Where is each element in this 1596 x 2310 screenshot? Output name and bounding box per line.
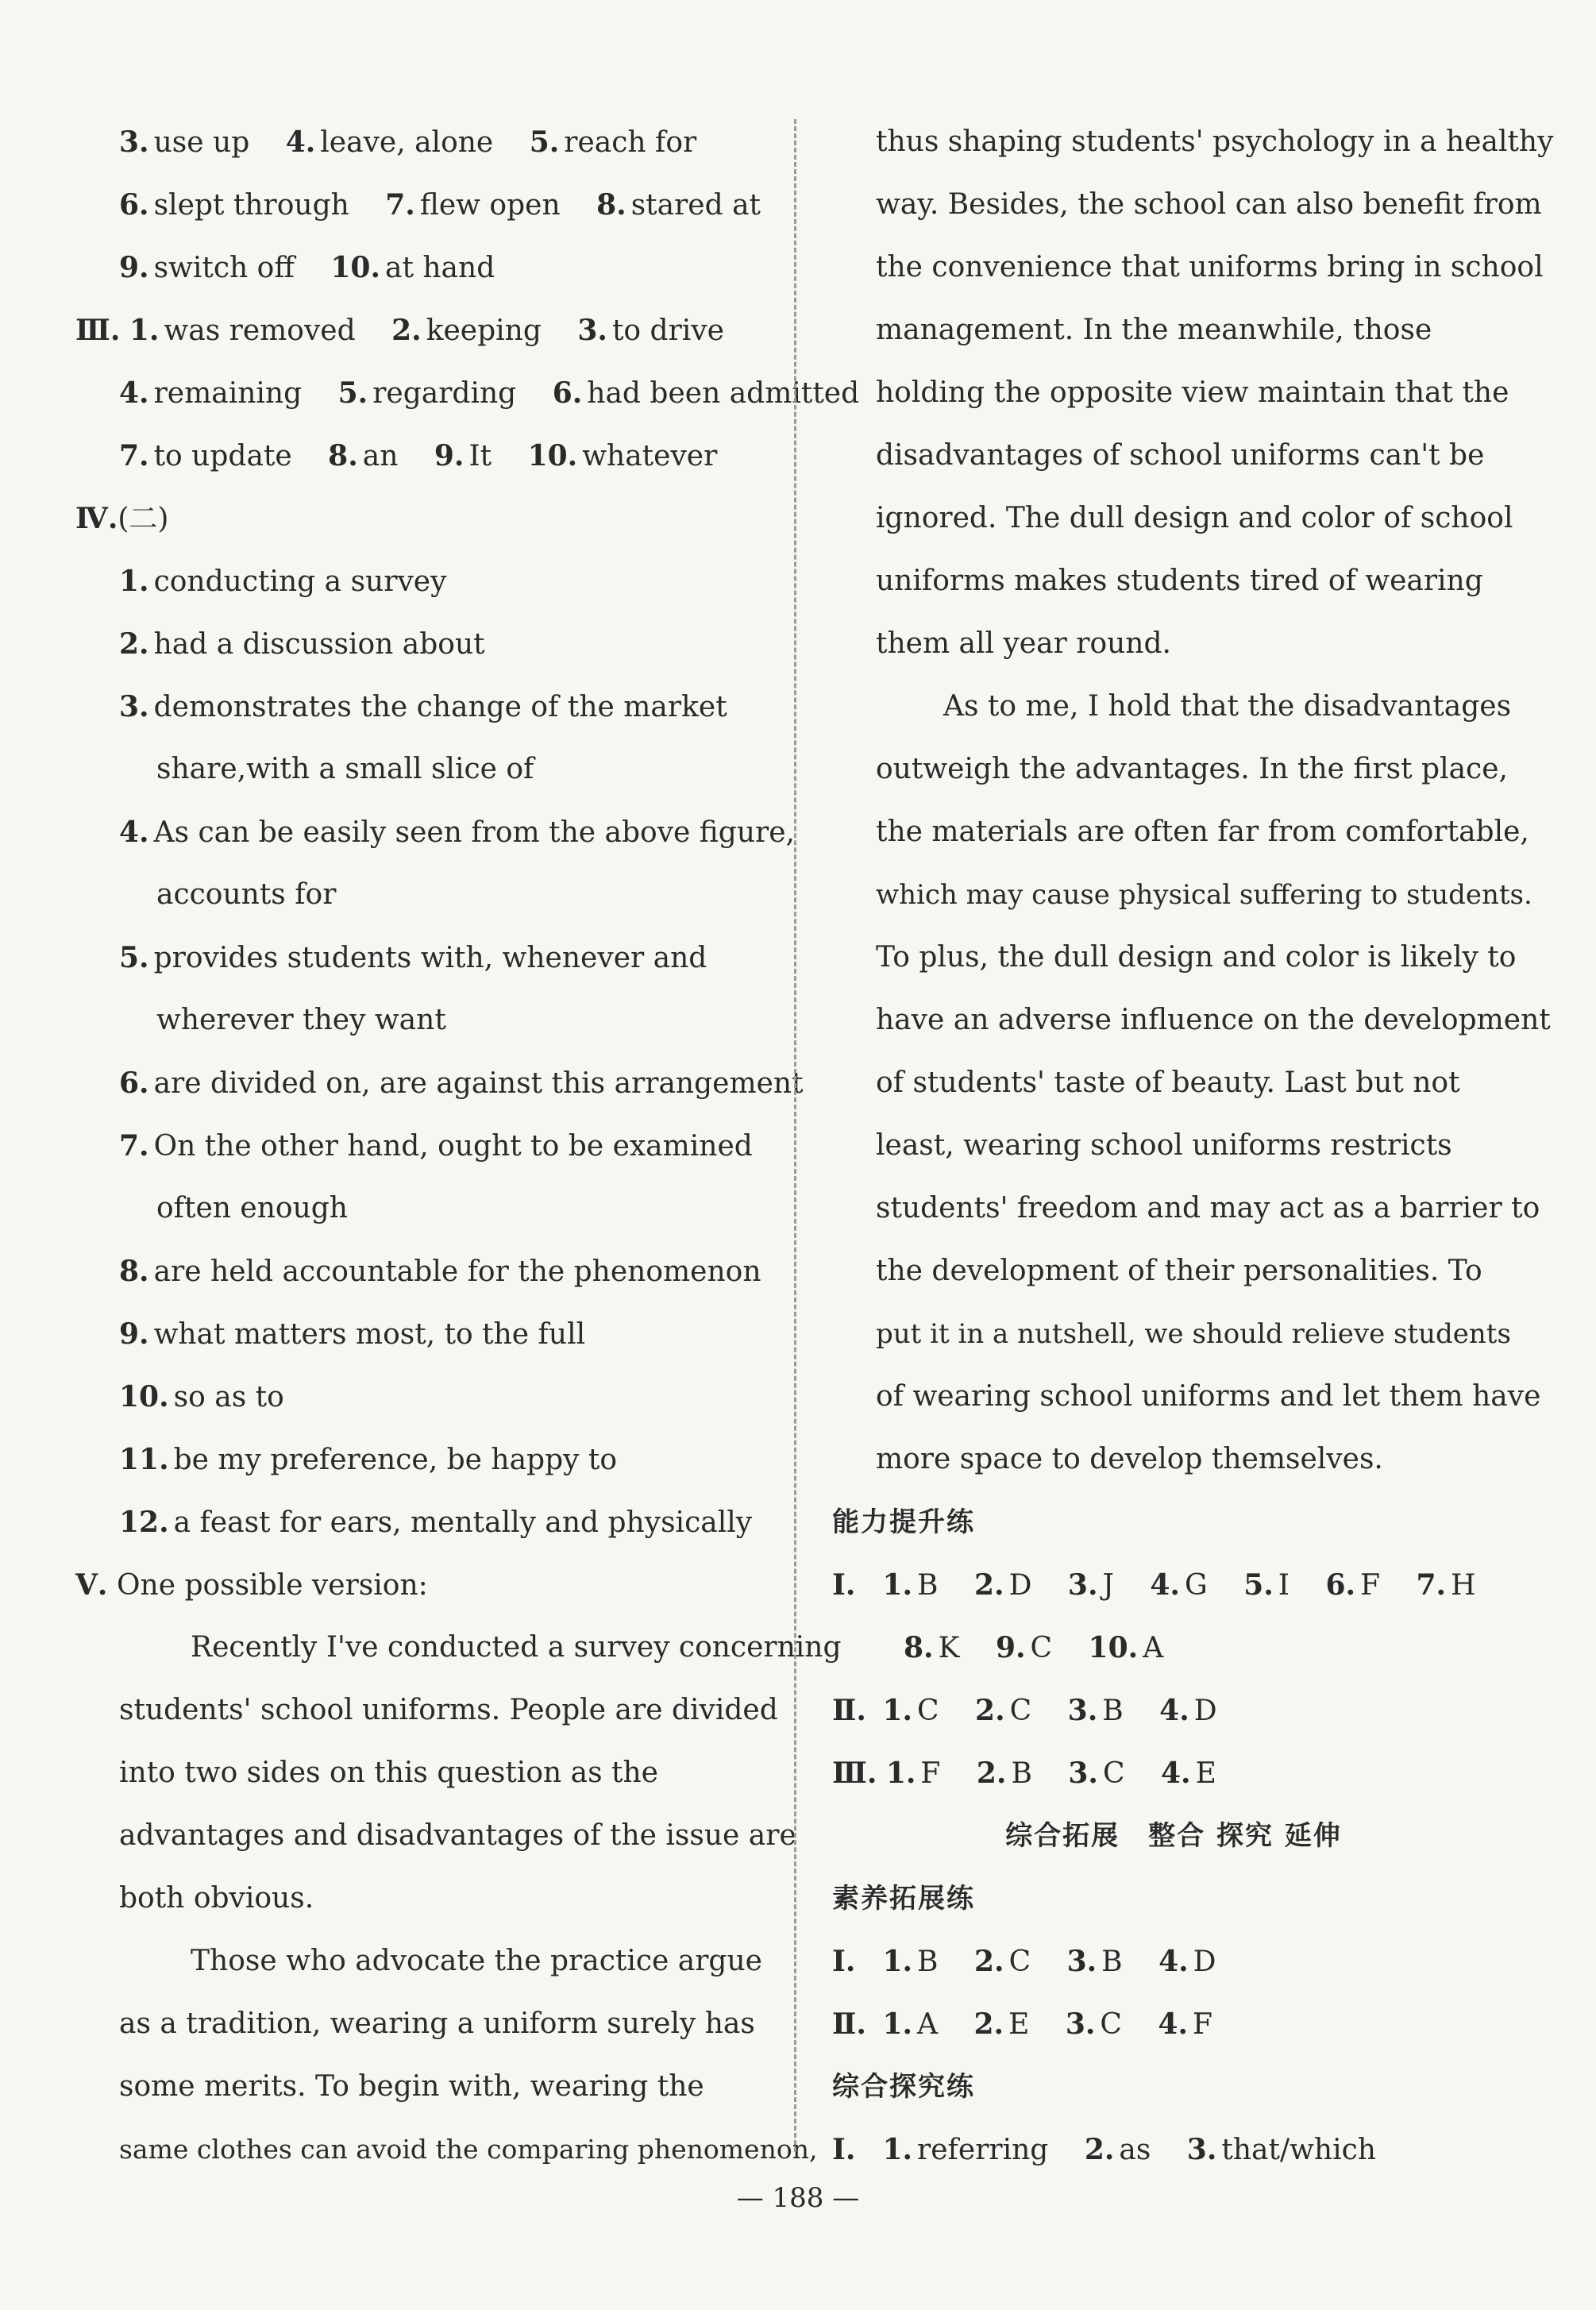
essay-line: outweigh the advantages. In the first place, xyxy=(876,753,1508,785)
essay-line: disadvantages of school uniforms can't be xyxy=(876,439,1485,472)
essay-line: the convenience that uniforms bring in school xyxy=(876,251,1544,283)
answer-line: 2. had a discussion about xyxy=(119,627,485,661)
essay-line: put it in a nutshell, we should relieve students xyxy=(876,1318,1511,1350)
answer-line: 4. remaining 5. regarding 6. had been admitted xyxy=(119,376,860,410)
right-column xyxy=(832,118,1554,2188)
answer-line: often enough xyxy=(156,1192,348,1224)
answer-key-line: 8. K 9. C 10. A xyxy=(904,1631,1164,1664)
essay-line: To plus, the dull design and color is likely to xyxy=(876,941,1517,974)
essay-line: of students' taste of beauty. Last but not xyxy=(876,1066,1460,1099)
answer-line: accounts for xyxy=(156,878,337,911)
essay-line: the materials are often far from comfortable, xyxy=(876,816,1529,848)
essay-line: least, wearing school uniforms restricts xyxy=(876,1129,1452,1162)
section-iii-line: Ⅲ. 1. was removed 2. keeping 3. to drive xyxy=(75,306,774,368)
answer-line: 5. provides students with, whenever and xyxy=(119,941,707,974)
essay-line: As to me, I hold that the disadvantages xyxy=(943,690,1512,723)
roman-numeral: Ⅳ. xyxy=(75,502,118,535)
answer-line: 3. use up 4. leave, alone 5. reach for xyxy=(119,125,697,159)
essay-line: the development of their personalities. To xyxy=(876,1255,1482,1287)
essay-line: students' school uniforms. People are divided xyxy=(119,1694,778,1726)
answer-line: 10. so as to xyxy=(119,1380,284,1413)
column-divider xyxy=(794,119,796,2152)
answer-line: 11. be my preference, be happy to xyxy=(119,1443,618,1476)
essay-line: Recently I've conducted a survey concerning xyxy=(191,1631,842,1664)
answer-line: share,with a small slice of xyxy=(156,753,534,785)
essay-line: both obvious. xyxy=(119,1882,314,1915)
page-number: — 188 — xyxy=(736,2182,860,2214)
essay-line: holding the opposite view maintain that the xyxy=(876,376,1509,409)
essay-line: have an adverse influence on the development xyxy=(876,1004,1551,1036)
section-heading-extension: 综合拓展 整合 探究 延伸 xyxy=(1005,1820,1342,1852)
essay-line: uniforms makes students tired of wearing xyxy=(876,565,1483,597)
answer-key-line: Ⅱ. 1. C 2. C 3. B 4. D xyxy=(832,1694,1217,1727)
answer-key-line: Ⅰ. 1. B 2. D 3. J 4. G 5. I 6. F 7. H xyxy=(832,1568,1476,1602)
answer-key-line: Ⅰ. 1. referring 2. as 3. that/which xyxy=(832,2133,1376,2166)
section-v-line: Ⅴ. One possible version: xyxy=(75,1560,774,1623)
essay-line: students' freedom and may act as a barrier to xyxy=(876,1192,1540,1224)
essay-line: ignored. The dull design and color of school xyxy=(876,502,1513,534)
essay-line: some merits. To begin with, wearing the xyxy=(119,2070,704,2103)
answer-key-line: Ⅰ. 1. B 2. C 3. B 4. D xyxy=(832,1945,1216,1978)
answer-line: 9. what matters most, to the full xyxy=(119,1317,586,1351)
essay-line: more space to develop themselves. xyxy=(876,1443,1383,1475)
answer-line: 12. a feast for ears, mentally and physically xyxy=(119,1506,753,1539)
answer-key-line: Ⅲ. 1. F 2. B 3. C 4. E xyxy=(832,1757,1216,1790)
answer-line: 6. slept through 7. flew open 8. stared at xyxy=(119,188,761,222)
essay-line: management. In the meanwhile, those xyxy=(876,314,1432,346)
section-heading-literacy: 素养拓展练 xyxy=(832,1883,975,1915)
answer-line: 4. As can be easily seen from the above figure, xyxy=(119,816,795,849)
essay-line: Those who advocate the practice argue xyxy=(191,1945,762,1977)
answer-line: 7. to update 8. an 9. It 10. whatever xyxy=(119,439,718,472)
answer-line: 1. conducting a survey xyxy=(119,565,447,598)
answer-line: 6. are divided on, are against this arrangement xyxy=(119,1066,804,1100)
section-iv-line: Ⅳ.(二) xyxy=(75,494,774,557)
roman-numeral: Ⅲ. xyxy=(75,314,121,347)
essay-line: thus shaping students' psychology in a healthy xyxy=(876,125,1554,158)
left-column xyxy=(75,118,860,2188)
essay-line: of wearing school uniforms and let them have xyxy=(876,1380,1541,1413)
answer-line: wherever they want xyxy=(156,1004,446,1036)
essay-line: as a tradition, wearing a uniform surely has xyxy=(119,2007,755,2040)
essay-line: which may cause physical suffering to students. xyxy=(876,879,1532,911)
answer-line: 7. On the other hand, ought to be examined xyxy=(119,1129,753,1163)
essay-line: them all year round. xyxy=(876,627,1171,660)
answer-line: 9. switch off 10. at hand xyxy=(119,251,495,284)
answer-key-line: Ⅱ. 1. A 2. E 3. C 4. F xyxy=(832,2007,1212,2041)
answer-line: 8. are held accountable for the phenomenon xyxy=(119,1255,761,1288)
essay-line: into two sides on this question as the xyxy=(119,1757,658,1789)
essay-line: same clothes can avoid the comparing phenomenon, xyxy=(119,2134,818,2165)
essay-line: advantages and disadvantages of the issue are xyxy=(119,1819,796,1852)
section-heading-ability: 能力提升练 xyxy=(832,1506,975,1538)
section-heading-inquiry: 综合探究练 xyxy=(832,2071,975,2103)
roman-numeral: Ⅴ. xyxy=(75,1568,108,1602)
essay-line: way. Besides, the school can also benefit from xyxy=(876,188,1542,221)
answer-line: 3. demonstrates the change of the market xyxy=(119,690,727,723)
